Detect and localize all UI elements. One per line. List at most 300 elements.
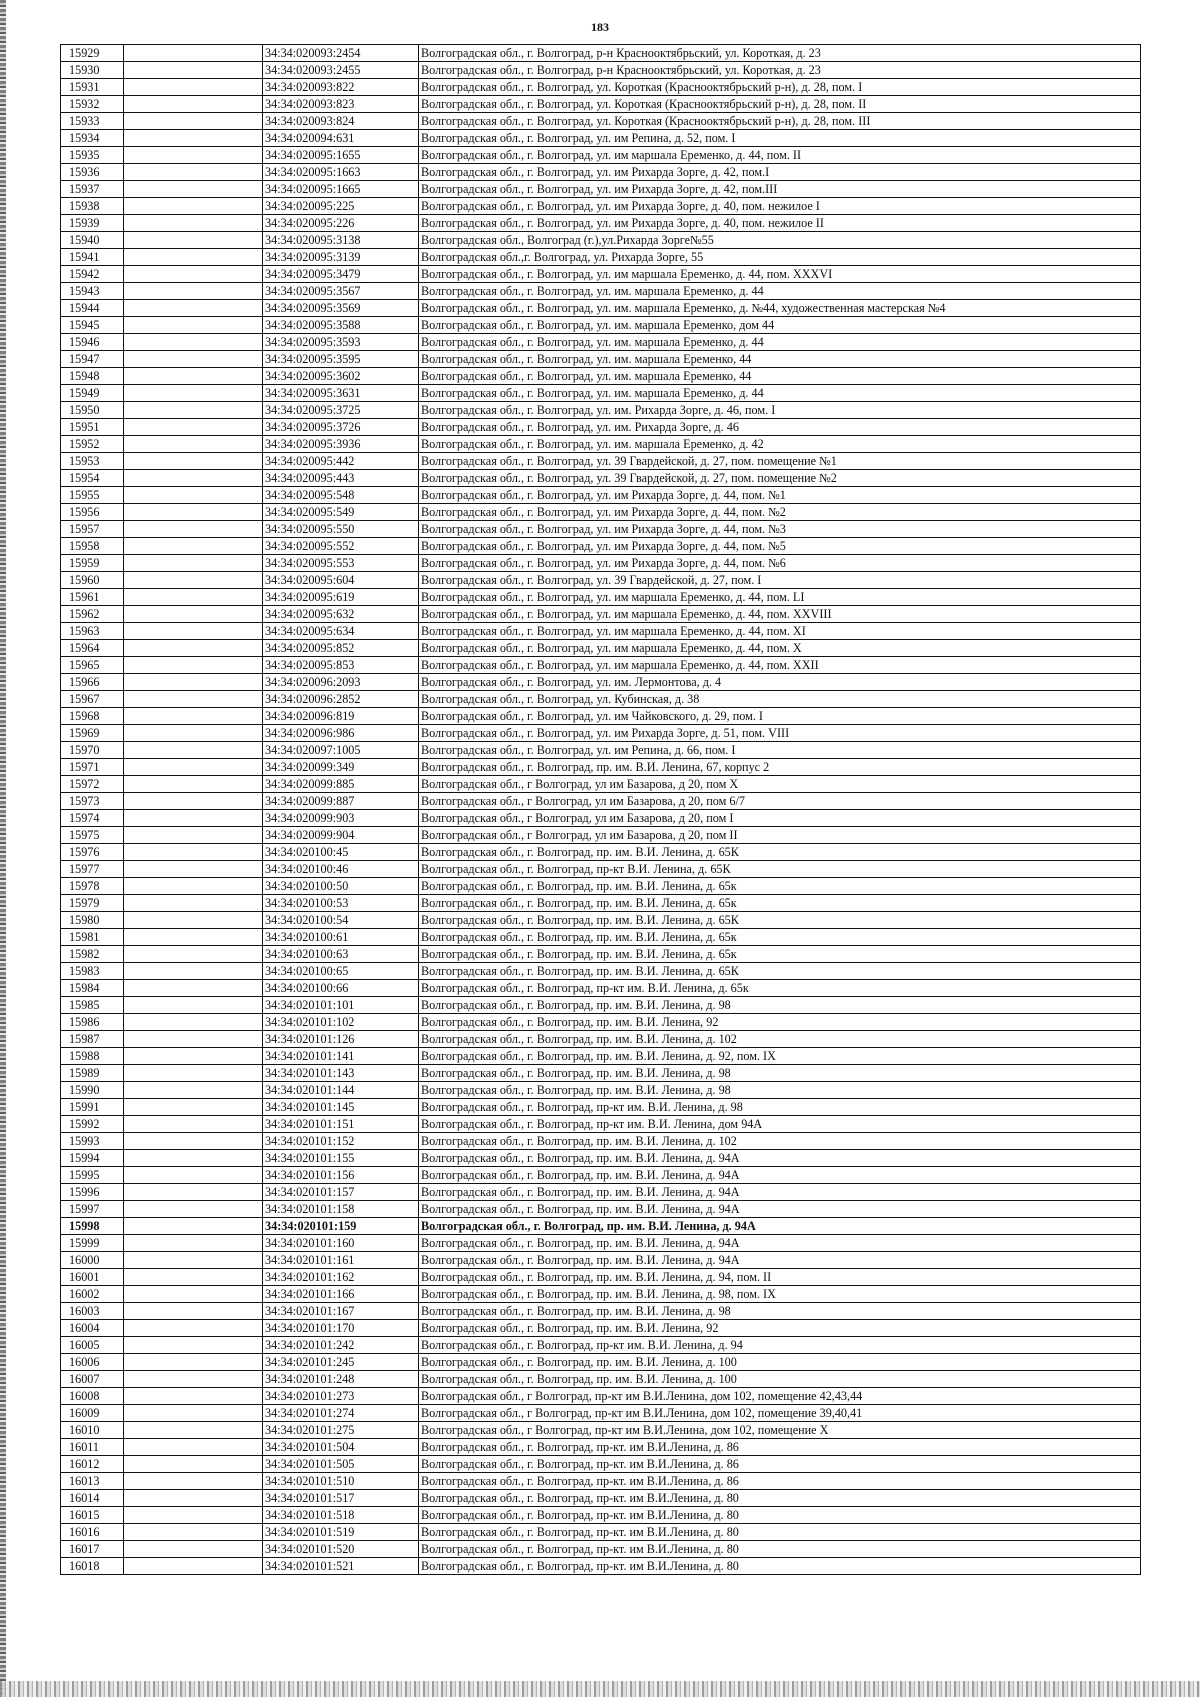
- cadastral-number-cell: 34:34:020096:2852: [263, 691, 419, 708]
- cadastral-number-cell: 34:34:020095:3726: [263, 419, 419, 436]
- empty-cell: [124, 198, 263, 215]
- table-row: [61, 538, 1141, 555]
- empty-cell: [124, 96, 263, 113]
- empty-cell: [124, 1524, 263, 1541]
- cadastral-number-cell: 34:34:020101:245: [263, 1354, 419, 1371]
- cadastral-number-cell: 34:34:020101:248: [263, 1371, 419, 1388]
- row-number-cell: 15939: [61, 215, 124, 232]
- address-cell: Волгоградская обл., г. Волгоград, ул. 39 Гвардейской, д. 27, пом. помещение №2: [419, 470, 1141, 487]
- table-row: [61, 640, 1141, 657]
- table-row: [61, 997, 1141, 1014]
- table-row: [61, 1456, 1141, 1473]
- row-number-cell: 15972: [61, 776, 124, 793]
- table-row: [61, 1286, 1141, 1303]
- address-cell: Волгоградская обл., г. Волгоград, ул. им Репина, д. 66, пом. I: [419, 742, 1141, 759]
- cadastral-number-cell: 34:34:020100:63: [263, 946, 419, 963]
- table-row: [61, 215, 1141, 232]
- table-row: [61, 1201, 1141, 1218]
- row-number-cell: 15975: [61, 827, 124, 844]
- row-number-cell: 15955: [61, 487, 124, 504]
- address-cell: Волгоградская обл., г. Волгоград, ул. им. Лермонтова, д. 4: [419, 674, 1141, 691]
- row-number-cell: 15988: [61, 1048, 124, 1065]
- table-row: [61, 79, 1141, 96]
- empty-cell: [124, 1303, 263, 1320]
- cadastral-number-cell: 34:34:020101:518: [263, 1507, 419, 1524]
- table-row: [61, 351, 1141, 368]
- table-row: [61, 1354, 1141, 1371]
- address-cell: Волгоградская обл., г. Волгоград, ул. им. маршала Еременко, 44: [419, 351, 1141, 368]
- cadastral-number-cell: 34:34:020101:141: [263, 1048, 419, 1065]
- row-number-cell: 15953: [61, 453, 124, 470]
- empty-cell: [124, 181, 263, 198]
- cadastral-number-cell: 34:34:020095:3567: [263, 283, 419, 300]
- address-cell: Волгоградская обл., г. Волгоград, пр. им. В.И. Ленина, д. 65К: [419, 844, 1141, 861]
- empty-cell: [124, 589, 263, 606]
- row-number-cell: 15979: [61, 895, 124, 912]
- table-row: [61, 334, 1141, 351]
- cadastral-number-cell: 34:34:020101:162: [263, 1269, 419, 1286]
- empty-cell: [124, 912, 263, 929]
- row-number-cell: 15929: [61, 45, 124, 62]
- row-number-cell: 15940: [61, 232, 124, 249]
- table-row: [61, 606, 1141, 623]
- empty-cell: [124, 657, 263, 674]
- cadastral-number-cell: 34:34:020101:167: [263, 1303, 419, 1320]
- empty-cell: [124, 1218, 263, 1235]
- address-cell: Волгоградская обл., г. Волгоград, пр-кт В.И. Ленина, д. 65К: [419, 861, 1141, 878]
- row-number-cell: 15996: [61, 1184, 124, 1201]
- table-row: [61, 1473, 1141, 1490]
- row-number-cell: 15934: [61, 130, 124, 147]
- table-row: [61, 1439, 1141, 1456]
- cadastral-number-cell: 34:34:020095:3602: [263, 368, 419, 385]
- empty-cell: [124, 555, 263, 572]
- empty-cell: [124, 266, 263, 283]
- row-number-cell: 15993: [61, 1133, 124, 1150]
- cadastral-number-cell: 34:34:020101:242: [263, 1337, 419, 1354]
- cadastral-number-cell: 34:34:020101:275: [263, 1422, 419, 1439]
- cadastral-number-cell: 34:34:020095:3479: [263, 266, 419, 283]
- cadastral-number-cell: 34:34:020095:634: [263, 623, 419, 640]
- table-row: [61, 946, 1141, 963]
- address-cell: Волгоградская обл., г. Волгоград, р-н Краснооктябрьский, ул. Короткая, д. 23: [419, 45, 1141, 62]
- cadastral-number-cell: 34:34:020101:156: [263, 1167, 419, 1184]
- row-number-cell: 16016: [61, 1524, 124, 1541]
- row-number-cell: 15985: [61, 997, 124, 1014]
- row-number-cell: 15968: [61, 708, 124, 725]
- row-number-cell: 16007: [61, 1371, 124, 1388]
- row-number-cell: 15952: [61, 436, 124, 453]
- cadastral-number-cell: 34:34:020095:604: [263, 572, 419, 589]
- empty-cell: [124, 640, 263, 657]
- address-cell: Волгоградская обл., г. Волгоград, пр. им. В.И. Ленина, д. 65к: [419, 878, 1141, 895]
- cadastral-number-cell: 34:34:020095:548: [263, 487, 419, 504]
- address-cell: Волгоградская обл., г. Волгоград, пр. им. В.И. Ленина, д. 65к: [419, 929, 1141, 946]
- register-body: [61, 45, 1141, 1575]
- row-number-cell: 15933: [61, 113, 124, 130]
- address-cell: Волгоградская обл., г. Волгоград, р-н Краснооктябрьский, ул. Короткая, д. 23: [419, 62, 1141, 79]
- row-number-cell: 16018: [61, 1558, 124, 1575]
- cadastral-number-cell: 34:34:020095:632: [263, 606, 419, 623]
- row-number-cell: 16012: [61, 1456, 124, 1473]
- cadastral-number-cell: 34:34:020093:823: [263, 96, 419, 113]
- empty-cell: [124, 1456, 263, 1473]
- row-number-cell: 15997: [61, 1201, 124, 1218]
- cadastral-number-cell: 34:34:020095:552: [263, 538, 419, 555]
- empty-cell: [124, 1405, 263, 1422]
- address-cell: Волгоградская обл., г. Волгоград, ул. им маршала Еременко, д. 44, пом. X: [419, 640, 1141, 657]
- empty-cell: [124, 793, 263, 810]
- empty-cell: [124, 317, 263, 334]
- address-cell: Волгоградская обл., г. Волгоград, пр. им. В.И. Ленина, д. 94А: [419, 1184, 1141, 1201]
- address-cell: Волгоградская обл., г. Волгоград, пр. им. В.И. Ленина, д. 92, пом. IX: [419, 1048, 1141, 1065]
- row-number-cell: 16004: [61, 1320, 124, 1337]
- table-row: [61, 572, 1141, 589]
- cadastral-number-cell: 34:34:020100:45: [263, 844, 419, 861]
- cadastral-number-cell: 34:34:020100:46: [263, 861, 419, 878]
- table-row: [61, 589, 1141, 606]
- table-row: [61, 1337, 1141, 1354]
- cadastral-number-cell: 34:34:020095:1663: [263, 164, 419, 181]
- address-cell: Волгоградская обл., г. Волгоград, пр. им. В.И. Ленина, д. 94А: [419, 1235, 1141, 1252]
- row-number-cell: 15963: [61, 623, 124, 640]
- cadastral-number-cell: 34:34:020095:443: [263, 470, 419, 487]
- cadastral-number-cell: 34:34:020095:3725: [263, 402, 419, 419]
- row-number-cell: 15977: [61, 861, 124, 878]
- address-cell: Волгоградская обл., г. Волгоград, ул. им маршала Еременко, д. 44, пом. LI: [419, 589, 1141, 606]
- address-cell: Волгоградская обл., г. Волгоград, пр. им. В.И. Ленина, д. 102: [419, 1133, 1141, 1150]
- empty-cell: [124, 1507, 263, 1524]
- cadastral-number-cell: 34:34:020101:158: [263, 1201, 419, 1218]
- empty-cell: [124, 147, 263, 164]
- table-row: [61, 1031, 1141, 1048]
- row-number-cell: 15999: [61, 1235, 124, 1252]
- address-cell: Волгоградская обл., г Волгоград, пр-кт им В.И.Ленина, дом 102, помещение 42,43,44: [419, 1388, 1141, 1405]
- table-row: [61, 368, 1141, 385]
- address-cell: Волгоградская обл., г. Волгоград, ул. им Репина, д. 52, пом. I: [419, 130, 1141, 147]
- address-cell: Волгоградская обл., г. Волгоград, пр. им. В.И. Ленина, д. 94, пом. II: [419, 1269, 1141, 1286]
- row-number-cell: 16005: [61, 1337, 124, 1354]
- cadastral-number-cell: 34:34:020093:824: [263, 113, 419, 130]
- row-number-cell: 15938: [61, 198, 124, 215]
- empty-cell: [124, 1099, 263, 1116]
- address-cell: Волгоградская обл., г. Волгоград, ул. им. маршала Еременко, д. 44: [419, 385, 1141, 402]
- table-row: [61, 691, 1141, 708]
- table-row: [61, 62, 1141, 79]
- row-number-cell: 15962: [61, 606, 124, 623]
- empty-cell: [124, 1031, 263, 1048]
- row-number-cell: 15998: [61, 1218, 124, 1235]
- row-number-cell: 15989: [61, 1065, 124, 1082]
- cadastral-number-cell: 34:34:020101:102: [263, 1014, 419, 1031]
- table-row: [61, 1405, 1141, 1422]
- address-cell: Волгоградская обл., г. Волгоград, ул. Кубинская, д. 38: [419, 691, 1141, 708]
- row-number-cell: 15987: [61, 1031, 124, 1048]
- empty-cell: [124, 759, 263, 776]
- address-cell: Волгоградская обл., г. Волгоград, пр-кт. им В.И.Ленина, д. 80: [419, 1524, 1141, 1541]
- empty-cell: [124, 606, 263, 623]
- empty-cell: [124, 776, 263, 793]
- table-row: [61, 300, 1141, 317]
- table-row: [61, 810, 1141, 827]
- empty-cell: [124, 946, 263, 963]
- table-row: [61, 266, 1141, 283]
- table-row: [61, 827, 1141, 844]
- table-row: [61, 895, 1141, 912]
- table-row: [61, 1507, 1141, 1524]
- cadastral-number-cell: 34:34:020095:442: [263, 453, 419, 470]
- address-cell: Волгоградская обл.,г. Волгоград, ул. Рихарда Зорге, 55: [419, 249, 1141, 266]
- cadastral-number-cell: 34:34:020095:619: [263, 589, 419, 606]
- row-number-cell: 15980: [61, 912, 124, 929]
- cadastral-number-cell: 34:34:020093:2455: [263, 62, 419, 79]
- row-number-cell: 15961: [61, 589, 124, 606]
- empty-cell: [124, 1065, 263, 1082]
- table-row: [61, 232, 1141, 249]
- empty-cell: [124, 1269, 263, 1286]
- address-cell: Волгоградская обл., г. Волгоград, пр. им. В.И. Ленина, д. 102: [419, 1031, 1141, 1048]
- address-cell: Волгоградская обл., г. Волгоград, пр. им. В.И. Ленина, д. 100: [419, 1371, 1141, 1388]
- cadastral-number-cell: 34:34:020100:65: [263, 963, 419, 980]
- empty-cell: [124, 215, 263, 232]
- cadastral-number-cell: 34:34:020099:885: [263, 776, 419, 793]
- row-number-cell: 15978: [61, 878, 124, 895]
- table-row: [61, 1320, 1141, 1337]
- empty-cell: [124, 572, 263, 589]
- cadastral-number-cell: 34:34:020100:54: [263, 912, 419, 929]
- table-row: [61, 878, 1141, 895]
- address-cell: Волгоградская обл., г. Волгоград, ул. Короткая (Краснооктябрьский р-н), д. 28, пом. I: [419, 79, 1141, 96]
- table-row: [61, 657, 1141, 674]
- row-number-cell: 15960: [61, 572, 124, 589]
- address-cell: Волгоградская обл., г. Волгоград, ул. им маршала Еременко, д. 44, пом. XI: [419, 623, 1141, 640]
- empty-cell: [124, 113, 263, 130]
- address-cell: Волгоградская обл., г. Волгоград, пр. им. В.И. Ленина, д. 94А: [419, 1201, 1141, 1218]
- address-cell: Волгоградская обл., г. Волгоград, ул. им. Рихарда Зорге, д. 46: [419, 419, 1141, 436]
- cadastral-number-cell: 34:34:020101:510: [263, 1473, 419, 1490]
- address-cell: Волгоградская обл., г. Волгоград, ул. им. маршала Еременко, д. 42: [419, 436, 1141, 453]
- table-row: [61, 623, 1141, 640]
- cadastral-number-cell: 34:34:020101:159: [263, 1218, 419, 1235]
- row-number-cell: 15941: [61, 249, 124, 266]
- table-row: [61, 1371, 1141, 1388]
- address-cell: Волгоградская обл., г. Волгоград, пр. им. В.И. Ленина, д. 94А: [419, 1150, 1141, 1167]
- empty-cell: [124, 385, 263, 402]
- cadastral-number-cell: 34:34:020095:3595: [263, 351, 419, 368]
- row-number-cell: 15970: [61, 742, 124, 759]
- table-row: [61, 1116, 1141, 1133]
- empty-cell: [124, 623, 263, 640]
- table-row: [61, 1524, 1141, 1541]
- row-number-cell: 15965: [61, 657, 124, 674]
- row-number-cell: 15966: [61, 674, 124, 691]
- address-cell: Волгоградская обл., г Волгоград, ул им Базарова, д 20, пом II: [419, 827, 1141, 844]
- address-cell: Волгоградская обл., г. Волгоград, ул. 39 Гвардейской, д. 27, пом. помещение №1: [419, 453, 1141, 470]
- empty-cell: [124, 1388, 263, 1405]
- cadastral-number-cell: 34:34:020101:517: [263, 1490, 419, 1507]
- address-cell: Волгоградская обл., г. Волгоград, пр-кт им. В.И. Ленина, д. 65к: [419, 980, 1141, 997]
- cadastral-number-cell: 34:34:020095:852: [263, 640, 419, 657]
- row-number-cell: 16003: [61, 1303, 124, 1320]
- empty-cell: [124, 283, 263, 300]
- empty-cell: [124, 708, 263, 725]
- empty-cell: [124, 1286, 263, 1303]
- table-row: [61, 759, 1141, 776]
- row-number-cell: 15995: [61, 1167, 124, 1184]
- cadastral-number-cell: 34:34:020095:3139: [263, 249, 419, 266]
- table-row: [61, 1269, 1141, 1286]
- table-row: [61, 793, 1141, 810]
- row-number-cell: 15982: [61, 946, 124, 963]
- empty-cell: [124, 62, 263, 79]
- address-cell: Волгоградская обл., г. Волгоград, пр. им. В.И. Ленина, д. 94А: [419, 1167, 1141, 1184]
- address-cell: Волгоградская обл., г. Волгоград, пр-кт им. В.И. Ленина, дом 94А: [419, 1116, 1141, 1133]
- cadastral-number-cell: 34:34:020095:549: [263, 504, 419, 521]
- table-row: [61, 844, 1141, 861]
- row-number-cell: 15994: [61, 1150, 124, 1167]
- table-row: [61, 198, 1141, 215]
- cadastral-number-cell: 34:34:020100:61: [263, 929, 419, 946]
- cadastral-number-cell: 34:34:020100:50: [263, 878, 419, 895]
- address-cell: Волгоградская обл., г. Волгоград, пр. им. В.И. Ленина, д. 98: [419, 1303, 1141, 1320]
- table-row: [61, 1082, 1141, 1099]
- empty-cell: [124, 1320, 263, 1337]
- empty-cell: [124, 1252, 263, 1269]
- address-cell: Волгоградская обл., г. Волгоград, пр. им. В.И. Ленина, д. 94А: [419, 1218, 1141, 1235]
- row-number-cell: 15967: [61, 691, 124, 708]
- address-cell: Волгоградская обл., г. Волгоград, ул. им Рихарда Зорге, д. 40, пом. нежилое I: [419, 198, 1141, 215]
- cadastral-number-cell: 34:34:020093:822: [263, 79, 419, 96]
- empty-cell: [124, 1184, 263, 1201]
- address-cell: Волгоградская обл., г. Волгоград, ул. им маршала Еременко, д. 44, пом. XXVIII: [419, 606, 1141, 623]
- row-number-cell: 15992: [61, 1116, 124, 1133]
- empty-cell: [124, 45, 263, 62]
- address-cell: Волгоградская обл., г. Волгоград, ул. им Рихарда Зорге, д. 44, пом. №2: [419, 504, 1141, 521]
- cadastral-number-cell: 34:34:020101:166: [263, 1286, 419, 1303]
- cadastral-number-cell: 34:34:020095:550: [263, 521, 419, 538]
- empty-cell: [124, 1473, 263, 1490]
- table-row: [61, 1303, 1141, 1320]
- empty-cell: [124, 402, 263, 419]
- empty-cell: [124, 351, 263, 368]
- cadastral-number-cell: 34:34:020099:904: [263, 827, 419, 844]
- address-cell: Волгоградская обл., г. Волгоград, пр. им. В.И. Ленина, д. 98, пом. IX: [419, 1286, 1141, 1303]
- table-row: [61, 1422, 1141, 1439]
- address-cell: Волгоградская обл., г. Волгоград, пр. им. В.И. Ленина, 92: [419, 1014, 1141, 1031]
- row-number-cell: 15942: [61, 266, 124, 283]
- cadastral-number-cell: 34:34:020101:143: [263, 1065, 419, 1082]
- address-cell: Волгоградская обл., г. Волгоград, пр. им. В.И. Ленина, д. 65к: [419, 895, 1141, 912]
- table-row: [61, 1218, 1141, 1235]
- cadastral-number-cell: 34:34:020100:53: [263, 895, 419, 912]
- address-cell: Волгоградская обл., г. Волгоград, пр-кт. им В.И.Ленина, д. 80: [419, 1490, 1141, 1507]
- empty-cell: [124, 1541, 263, 1558]
- table-row: [61, 317, 1141, 334]
- property-register-table: [60, 44, 1141, 1575]
- table-row: [61, 929, 1141, 946]
- empty-cell: [124, 1116, 263, 1133]
- table-row: [61, 1150, 1141, 1167]
- table-row: [61, 470, 1141, 487]
- table-row: [61, 963, 1141, 980]
- cadastral-number-cell: 34:34:020101:144: [263, 1082, 419, 1099]
- row-number-cell: 15986: [61, 1014, 124, 1031]
- row-number-cell: 16008: [61, 1388, 124, 1405]
- empty-cell: [124, 725, 263, 742]
- empty-cell: [124, 368, 263, 385]
- table-row: [61, 725, 1141, 742]
- address-cell: Волгоградская обл., г. Волгоград, ул. им маршала Еременко, д. 44, пом. II: [419, 147, 1141, 164]
- row-number-cell: 15948: [61, 368, 124, 385]
- row-number-cell: 16006: [61, 1354, 124, 1371]
- table-row: [61, 1252, 1141, 1269]
- empty-cell: [124, 1150, 263, 1167]
- empty-cell: [124, 300, 263, 317]
- empty-cell: [124, 164, 263, 181]
- cadastral-number-cell: 34:34:020101:151: [263, 1116, 419, 1133]
- address-cell: Волгоградская обл., г Волгоград, пр-кт им В.И.Ленина, дом 102, помещение X: [419, 1422, 1141, 1439]
- row-number-cell: 15990: [61, 1082, 124, 1099]
- cadastral-number-cell: 34:34:020095:3631: [263, 385, 419, 402]
- table-row: [61, 912, 1141, 929]
- cadastral-number-cell: 34:34:020095:3593: [263, 334, 419, 351]
- cadastral-number-cell: 34:34:020095:3588: [263, 317, 419, 334]
- table-row: [61, 385, 1141, 402]
- table-row: [61, 1167, 1141, 1184]
- table-row: [61, 1099, 1141, 1116]
- empty-cell: [124, 810, 263, 827]
- address-cell: Волгоградская обл., г. Волгоград, ул. им. Рихарда Зорге, д. 46, пом. I: [419, 402, 1141, 419]
- address-cell: Волгоградская обл., г. Волгоград, ул. Короткая (Краснооктябрьский р-н), д. 28, пом. II: [419, 96, 1141, 113]
- page-number: 183: [591, 20, 609, 34]
- address-cell: Волгоградская обл., г. Волгоград, пр-кт им. В.И. Ленина, д. 98: [419, 1099, 1141, 1116]
- row-number-cell: 16000: [61, 1252, 124, 1269]
- cadastral-number-cell: 34:34:020095:553: [263, 555, 419, 572]
- row-number-cell: 15932: [61, 96, 124, 113]
- cadastral-number-cell: 34:34:020101:101: [263, 997, 419, 1014]
- row-number-cell: 15971: [61, 759, 124, 776]
- cadastral-number-cell: 34:34:020095:1665: [263, 181, 419, 198]
- cadastral-number-cell: 34:34:020097:1005: [263, 742, 419, 759]
- address-cell: Волгоградская обл., г. Волгоград, пр-кт им. В.И. Ленина, д. 94: [419, 1337, 1141, 1354]
- table-row: [61, 1541, 1141, 1558]
- empty-cell: [124, 521, 263, 538]
- cadastral-number-cell: 34:34:020099:349: [263, 759, 419, 776]
- table-row: [61, 674, 1141, 691]
- table-row: [61, 164, 1141, 181]
- cadastral-number-cell: 34:34:020095:3569: [263, 300, 419, 317]
- row-number-cell: 15958: [61, 538, 124, 555]
- empty-cell: [124, 1201, 263, 1218]
- cadastral-number-cell: 34:34:020101:504: [263, 1439, 419, 1456]
- address-cell: Волгоградская обл., г. Волгоград, пр-кт. им В.И.Ленина, д. 86: [419, 1439, 1141, 1456]
- empty-cell: [124, 861, 263, 878]
- address-cell: Волгоградская обл., г Волгоград, ул им Базарова, д 20, пом X: [419, 776, 1141, 793]
- address-cell: Волгоградская обл., г. Волгоград, ул. им. маршала Еременко, д. №44, художественная мастерская №4: [419, 300, 1141, 317]
- table-row: [61, 504, 1141, 521]
- table-row: [61, 742, 1141, 759]
- address-cell: Волгоградская обл., г. Волгоград, ул. им. маршала Еременко, 44: [419, 368, 1141, 385]
- cadastral-number-cell: 34:34:020101:145: [263, 1099, 419, 1116]
- row-number-cell: 15973: [61, 793, 124, 810]
- row-number-cell: 16011: [61, 1439, 124, 1456]
- address-cell: Волгоградская обл., г. Волгоград, пр. им. В.И. Ленина, д. 98: [419, 1082, 1141, 1099]
- address-cell: Волгоградская обл., г Волгоград, ул им Базарова, д 20, пом 6/7: [419, 793, 1141, 810]
- empty-cell: [124, 232, 263, 249]
- table-row: [61, 1558, 1141, 1575]
- row-number-cell: 16009: [61, 1405, 124, 1422]
- empty-cell: [124, 470, 263, 487]
